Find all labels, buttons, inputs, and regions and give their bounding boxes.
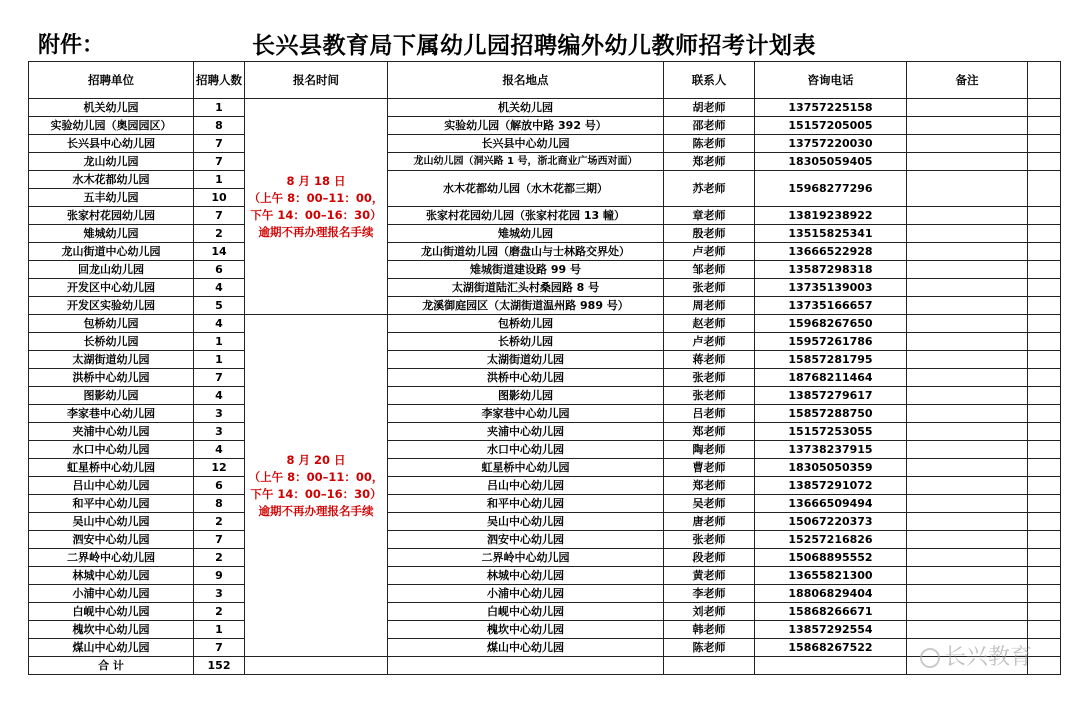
unit-cell: 二界岭中心幼儿园: [29, 549, 194, 567]
document-prefix: 附件：: [38, 33, 105, 58]
time-line: 逾期不再办理报名手续: [258, 224, 374, 239]
phone-cell: 15868266671: [755, 603, 907, 621]
contact-cell: 张老师: [664, 531, 755, 549]
contact-cell: 韩老师: [664, 621, 755, 639]
remarks-cell: [907, 333, 1028, 351]
phone-cell: 15968267650: [755, 315, 907, 333]
location-cell: 长兴县中心幼儿园: [388, 135, 664, 153]
count-cell: 4: [194, 315, 245, 333]
phone-cell: 18305050359: [755, 459, 907, 477]
extra-cell: [1028, 477, 1061, 495]
extra-cell: [1028, 585, 1061, 603]
time-line: 逾期不再办理报名手续: [258, 503, 374, 518]
remarks-cell: [907, 153, 1028, 171]
phone-cell: 13757225158: [755, 99, 907, 117]
contact-cell: 陈老师: [664, 639, 755, 657]
phone-cell: 15868267522: [755, 639, 907, 657]
table-row: [29, 495, 1061, 513]
contact-cell: 张老师: [664, 369, 755, 387]
contact-cell: 蒋老师: [664, 351, 755, 369]
phone-cell: 13757220030: [755, 135, 907, 153]
total-location: [388, 657, 664, 675]
unit-cell: 图影幼儿园: [29, 387, 194, 405]
extra-cell: [1028, 387, 1061, 405]
table-row: [29, 207, 1061, 225]
unit-cell: 回龙山幼儿园: [29, 261, 194, 279]
count-cell: 1: [194, 99, 245, 117]
location-cell: 雉城街道建设路 99 号: [388, 261, 664, 279]
remarks-cell: [907, 513, 1028, 531]
phone-cell: 13587298318: [755, 261, 907, 279]
extra-cell: [1028, 549, 1061, 567]
phone-cell: 15157253055: [755, 423, 907, 441]
location-cell: 槐坎中心幼儿园: [388, 621, 664, 639]
extra-cell: [1028, 225, 1061, 243]
unit-cell: 龙山幼儿园: [29, 153, 194, 171]
contact-cell: 唐老师: [664, 513, 755, 531]
count-cell: 7: [194, 531, 245, 549]
table-row: [29, 243, 1061, 261]
count-cell: 3: [194, 405, 245, 423]
count-cell: 8: [194, 117, 245, 135]
table-row: [29, 279, 1061, 297]
count-cell: 9: [194, 567, 245, 585]
remarks-cell: [907, 531, 1028, 549]
header-extra: [1028, 62, 1061, 99]
table-row: [29, 531, 1061, 549]
remarks-cell: [907, 621, 1028, 639]
extra-cell: [1028, 405, 1061, 423]
phone-cell: 13735139003: [755, 279, 907, 297]
count-cell: 10: [194, 189, 245, 207]
phone-cell: 13857291072: [755, 477, 907, 495]
extra-cell: [1028, 135, 1061, 153]
count-cell: 4: [194, 441, 245, 459]
remarks-cell: [907, 171, 1028, 207]
contact-cell: 苏老师: [664, 171, 755, 207]
unit-cell: 龙山街道中心幼儿园: [29, 243, 194, 261]
unit-cell: 开发区实验幼儿园: [29, 297, 194, 315]
total-label: 合 计: [29, 657, 194, 675]
header-count: 招聘人数: [194, 62, 245, 99]
contact-cell: 吕老师: [664, 405, 755, 423]
location-cell: 林城中心幼儿园: [388, 567, 664, 585]
unit-cell: 林城中心幼儿园: [29, 567, 194, 585]
phone-cell: 15257216826: [755, 531, 907, 549]
count-cell: 7: [194, 207, 245, 225]
extra-cell: [1028, 207, 1061, 225]
unit-cell: 夹浦中心幼儿园: [29, 423, 194, 441]
extra-cell: [1028, 243, 1061, 261]
unit-cell: 泗安中心幼儿园: [29, 531, 194, 549]
phone-cell: 13666522928: [755, 243, 907, 261]
count-cell: 5: [194, 297, 245, 315]
count-cell: 3: [194, 585, 245, 603]
phone-cell: 13819238922: [755, 207, 907, 225]
count-cell: 12: [194, 459, 245, 477]
extra-cell: [1028, 639, 1061, 657]
header-contact: 联系人: [664, 62, 755, 99]
total-extra: [1028, 657, 1061, 675]
total-count: 152: [194, 657, 245, 675]
table-row: [29, 513, 1061, 531]
extra-cell: [1028, 603, 1061, 621]
contact-cell: 赵老师: [664, 315, 755, 333]
contact-cell: 周老师: [664, 297, 755, 315]
table-row: [29, 153, 1061, 171]
phone-cell: 15857281795: [755, 351, 907, 369]
unit-cell: 开发区中心幼儿园: [29, 279, 194, 297]
remarks-cell: [907, 243, 1028, 261]
count-cell: 4: [194, 387, 245, 405]
unit-cell: 吴山中心幼儿园: [29, 513, 194, 531]
extra-cell: [1028, 513, 1061, 531]
contact-cell: 刘老师: [664, 603, 755, 621]
contact-cell: 章老师: [664, 207, 755, 225]
header-unit: 招聘单位: [29, 62, 194, 99]
table-row: [29, 603, 1061, 621]
location-cell: 泗安中心幼儿园: [388, 531, 664, 549]
contact-cell: 郑老师: [664, 153, 755, 171]
unit-cell: 雉城幼儿园: [29, 225, 194, 243]
unit-cell: 长兴县中心幼儿园: [29, 135, 194, 153]
unit-cell: 洪桥中心幼儿园: [29, 369, 194, 387]
unit-cell: 槐坎中心幼儿园: [29, 621, 194, 639]
extra-cell: [1028, 153, 1061, 171]
location-cell: 李家巷中心幼儿园: [388, 405, 664, 423]
count-cell: 1: [194, 171, 245, 189]
time-line: 8 月 20 日: [286, 452, 346, 467]
header-time: 报名时间: [245, 62, 388, 99]
table-row: [29, 297, 1061, 315]
location-cell: 长桥幼儿园: [388, 333, 664, 351]
count-cell: 2: [194, 513, 245, 531]
extra-cell: [1028, 567, 1061, 585]
count-cell: 7: [194, 153, 245, 171]
unit-cell: 水木花都幼儿园: [29, 171, 194, 189]
time-line: 下午 14：00–16：30）: [250, 486, 382, 501]
phone-cell: 15157205005: [755, 117, 907, 135]
table-row: [29, 441, 1061, 459]
table-row: [29, 333, 1061, 351]
phone-cell: 13666509494: [755, 495, 907, 513]
location-cell: 太湖街道幼儿园: [388, 351, 664, 369]
location-cell: 实验幼儿园（解放中路 392 号）: [388, 117, 664, 135]
location-cell: 太湖街道陆汇头村桑园路 8 号: [388, 279, 664, 297]
remarks-cell: [907, 549, 1028, 567]
table-row: [29, 171, 1061, 189]
location-cell: 吴山中心幼儿园: [388, 513, 664, 531]
total-row: [29, 657, 1061, 675]
remarks-cell: [907, 315, 1028, 333]
contact-cell: 曹老师: [664, 459, 755, 477]
remarks-cell: [907, 117, 1028, 135]
table-row: [29, 405, 1061, 423]
remarks-cell: [907, 405, 1028, 423]
table-row: [29, 459, 1061, 477]
contact-cell: 李老师: [664, 585, 755, 603]
header-phone: 咨询电话: [755, 62, 907, 99]
phone-cell: 18305059405: [755, 153, 907, 171]
phone-cell: 15957261786: [755, 333, 907, 351]
table-row: [29, 369, 1061, 387]
contact-cell: 陈老师: [664, 135, 755, 153]
unit-cell: 白岘中心幼儿园: [29, 603, 194, 621]
extra-cell: [1028, 369, 1061, 387]
phone-cell: 13857292554: [755, 621, 907, 639]
extra-cell: [1028, 531, 1061, 549]
unit-cell: 太湖街道幼儿园: [29, 351, 194, 369]
remarks-cell: [907, 279, 1028, 297]
watermark: 长兴教育: [920, 640, 1032, 671]
unit-cell: 张家村花园幼儿园: [29, 207, 194, 225]
contact-cell: 黄老师: [664, 567, 755, 585]
phone-cell: 13515825341: [755, 225, 907, 243]
location-cell: 图影幼儿园: [388, 387, 664, 405]
extra-cell: [1028, 261, 1061, 279]
contact-cell: 陶老师: [664, 441, 755, 459]
unit-cell: 李家巷中心幼儿园: [29, 405, 194, 423]
phone-cell: 18768211464: [755, 369, 907, 387]
table-row: [29, 351, 1061, 369]
time-line: 8 月 18 日: [286, 173, 346, 188]
contact-cell: 胡老师: [664, 99, 755, 117]
phone-cell: 18806829404: [755, 585, 907, 603]
remarks-cell: [907, 207, 1028, 225]
total-phone: [755, 657, 907, 675]
count-cell: 1: [194, 621, 245, 639]
location-cell: 水木花都幼儿园（水木花都三期）: [388, 171, 664, 207]
count-cell: 4: [194, 279, 245, 297]
time-line: （上午 8：00–11：00，: [248, 190, 384, 205]
table-row: [29, 423, 1061, 441]
unit-cell: 小浦中心幼儿园: [29, 585, 194, 603]
location-cell: 龙山街道幼儿园（磨盘山与士林路交界处）: [388, 243, 664, 261]
unit-cell: 机关幼儿园: [29, 99, 194, 117]
count-cell: 8: [194, 495, 245, 513]
title-row: [0, 0, 1080, 62]
contact-cell: 殷老师: [664, 225, 755, 243]
count-cell: 2: [194, 225, 245, 243]
table-row: [29, 549, 1061, 567]
count-cell: 7: [194, 135, 245, 153]
contact-cell: 段老师: [664, 549, 755, 567]
remarks-cell: [907, 477, 1028, 495]
remarks-cell: [907, 459, 1028, 477]
count-cell: 2: [194, 549, 245, 567]
contact-cell: 郑老师: [664, 477, 755, 495]
unit-cell: 包桥幼儿园: [29, 315, 194, 333]
count-cell: 2: [194, 603, 245, 621]
extra-cell: [1028, 279, 1061, 297]
header-location: 报名地点: [388, 62, 664, 99]
remarks-cell: [907, 351, 1028, 369]
remarks-cell: [907, 441, 1028, 459]
time-line: （上午 8：00–11：00，: [248, 469, 384, 484]
extra-cell: [1028, 423, 1061, 441]
location-cell: 吕山中心幼儿园: [388, 477, 664, 495]
table-row: [29, 261, 1061, 279]
phone-cell: 15067220373: [755, 513, 907, 531]
contact-cell: 郑老师: [664, 423, 755, 441]
location-cell: 白岘中心幼儿园: [388, 603, 664, 621]
location-cell: 包桥幼儿园: [388, 315, 664, 333]
remarks-cell: [907, 261, 1028, 279]
table-row: [29, 621, 1061, 639]
unit-cell: 煤山中心幼儿园: [29, 639, 194, 657]
header-row: [29, 62, 1061, 99]
table-row: [29, 225, 1061, 243]
location-cell: 机关幼儿园: [388, 99, 664, 117]
count-cell: 1: [194, 351, 245, 369]
document-title: 长兴县教育局下属幼儿园招聘编外幼儿教师招考计划表: [252, 33, 816, 59]
total-time: [245, 657, 388, 675]
unit-cell: 水口中心幼儿园: [29, 441, 194, 459]
unit-cell: 长桥幼儿园: [29, 333, 194, 351]
table-row: [29, 135, 1061, 153]
extra-cell: [1028, 315, 1061, 333]
count-cell: 7: [194, 639, 245, 657]
remarks-cell: [907, 423, 1028, 441]
total-contact: [664, 657, 755, 675]
extra-cell: [1028, 441, 1061, 459]
phone-cell: 13735166657: [755, 297, 907, 315]
remarks-cell: [907, 369, 1028, 387]
table-row: [29, 639, 1061, 657]
extra-cell: [1028, 351, 1061, 369]
location-cell: 张家村花园幼儿园（张家村花园 13 幢）: [388, 207, 664, 225]
location-cell: 煤山中心幼儿园: [388, 639, 664, 657]
count-cell: 3: [194, 423, 245, 441]
table-row: [29, 99, 1061, 117]
phone-cell: 15968277296: [755, 171, 907, 207]
table-row: [29, 567, 1061, 585]
location-cell: 和平中心幼儿园: [388, 495, 664, 513]
location-cell: 雉城幼儿园: [388, 225, 664, 243]
location-cell: 夹浦中心幼儿园: [388, 423, 664, 441]
extra-cell: [1028, 117, 1061, 135]
contact-cell: 张老师: [664, 387, 755, 405]
contact-cell: 吴老师: [664, 495, 755, 513]
contact-cell: 邹老师: [664, 261, 755, 279]
remarks-cell: [907, 225, 1028, 243]
extra-cell: [1028, 297, 1061, 315]
time-line: 下午 14：00–16：30）: [250, 207, 382, 222]
contact-cell: 卢老师: [664, 243, 755, 261]
phone-cell: 15857288750: [755, 405, 907, 423]
extra-cell: [1028, 621, 1061, 639]
table-row: [29, 477, 1061, 495]
location-cell: 小浦中心幼儿园: [388, 585, 664, 603]
count-cell: 7: [194, 369, 245, 387]
unit-cell: 和平中心幼儿园: [29, 495, 194, 513]
remarks-cell: [907, 495, 1028, 513]
remarks-cell: [907, 135, 1028, 153]
unit-cell: 虹星桥中心幼儿园: [29, 459, 194, 477]
table-row: [29, 387, 1061, 405]
phone-cell: 13738237915: [755, 441, 907, 459]
location-cell: 二界岭中心幼儿园: [388, 549, 664, 567]
location-cell: 龙溪御庭园区（太湖街道温州路 989 号）: [388, 297, 664, 315]
extra-cell: [1028, 495, 1061, 513]
extra-cell: [1028, 171, 1061, 207]
unit-cell: 实验幼儿园（奥园园区）: [29, 117, 194, 135]
phone-cell: 13857279617: [755, 387, 907, 405]
unit-cell: 五丰幼儿园: [29, 189, 194, 207]
extra-cell: [1028, 459, 1061, 477]
contact-cell: 邵老师: [664, 117, 755, 135]
extra-cell: [1028, 99, 1061, 117]
wechat-icon: [920, 648, 940, 668]
count-cell: 1: [194, 333, 245, 351]
header-remarks: 备注: [907, 62, 1028, 99]
table-row: [29, 315, 1061, 333]
contact-cell: 张老师: [664, 279, 755, 297]
count-cell: 6: [194, 477, 245, 495]
location-cell: 水口中心幼儿园: [388, 441, 664, 459]
remarks-cell: [907, 297, 1028, 315]
table-row: [29, 117, 1061, 135]
contact-cell: 卢老师: [664, 333, 755, 351]
remarks-cell: [907, 585, 1028, 603]
count-cell: 14: [194, 243, 245, 261]
location-cell: 洪桥中心幼儿园: [388, 369, 664, 387]
registration-time-cell: [245, 315, 388, 657]
remarks-cell: [907, 603, 1028, 621]
remarks-cell: [907, 387, 1028, 405]
extra-cell: [1028, 333, 1061, 351]
unit-cell: 吕山中心幼儿园: [29, 477, 194, 495]
phone-cell: 13655821300: [755, 567, 907, 585]
count-cell: 6: [194, 261, 245, 279]
remarks-cell: [907, 99, 1028, 117]
phone-cell: 15068895552: [755, 549, 907, 567]
location-cell: 虹星桥中心幼儿园: [388, 459, 664, 477]
location-cell: 龙山幼儿园（洞兴路 1 号，浙北商业广场西对面）: [388, 153, 664, 171]
registration-time-cell: [245, 99, 388, 315]
recruitment-plan-table: [28, 61, 1061, 675]
remarks-cell: [907, 567, 1028, 585]
table-row: [29, 585, 1061, 603]
